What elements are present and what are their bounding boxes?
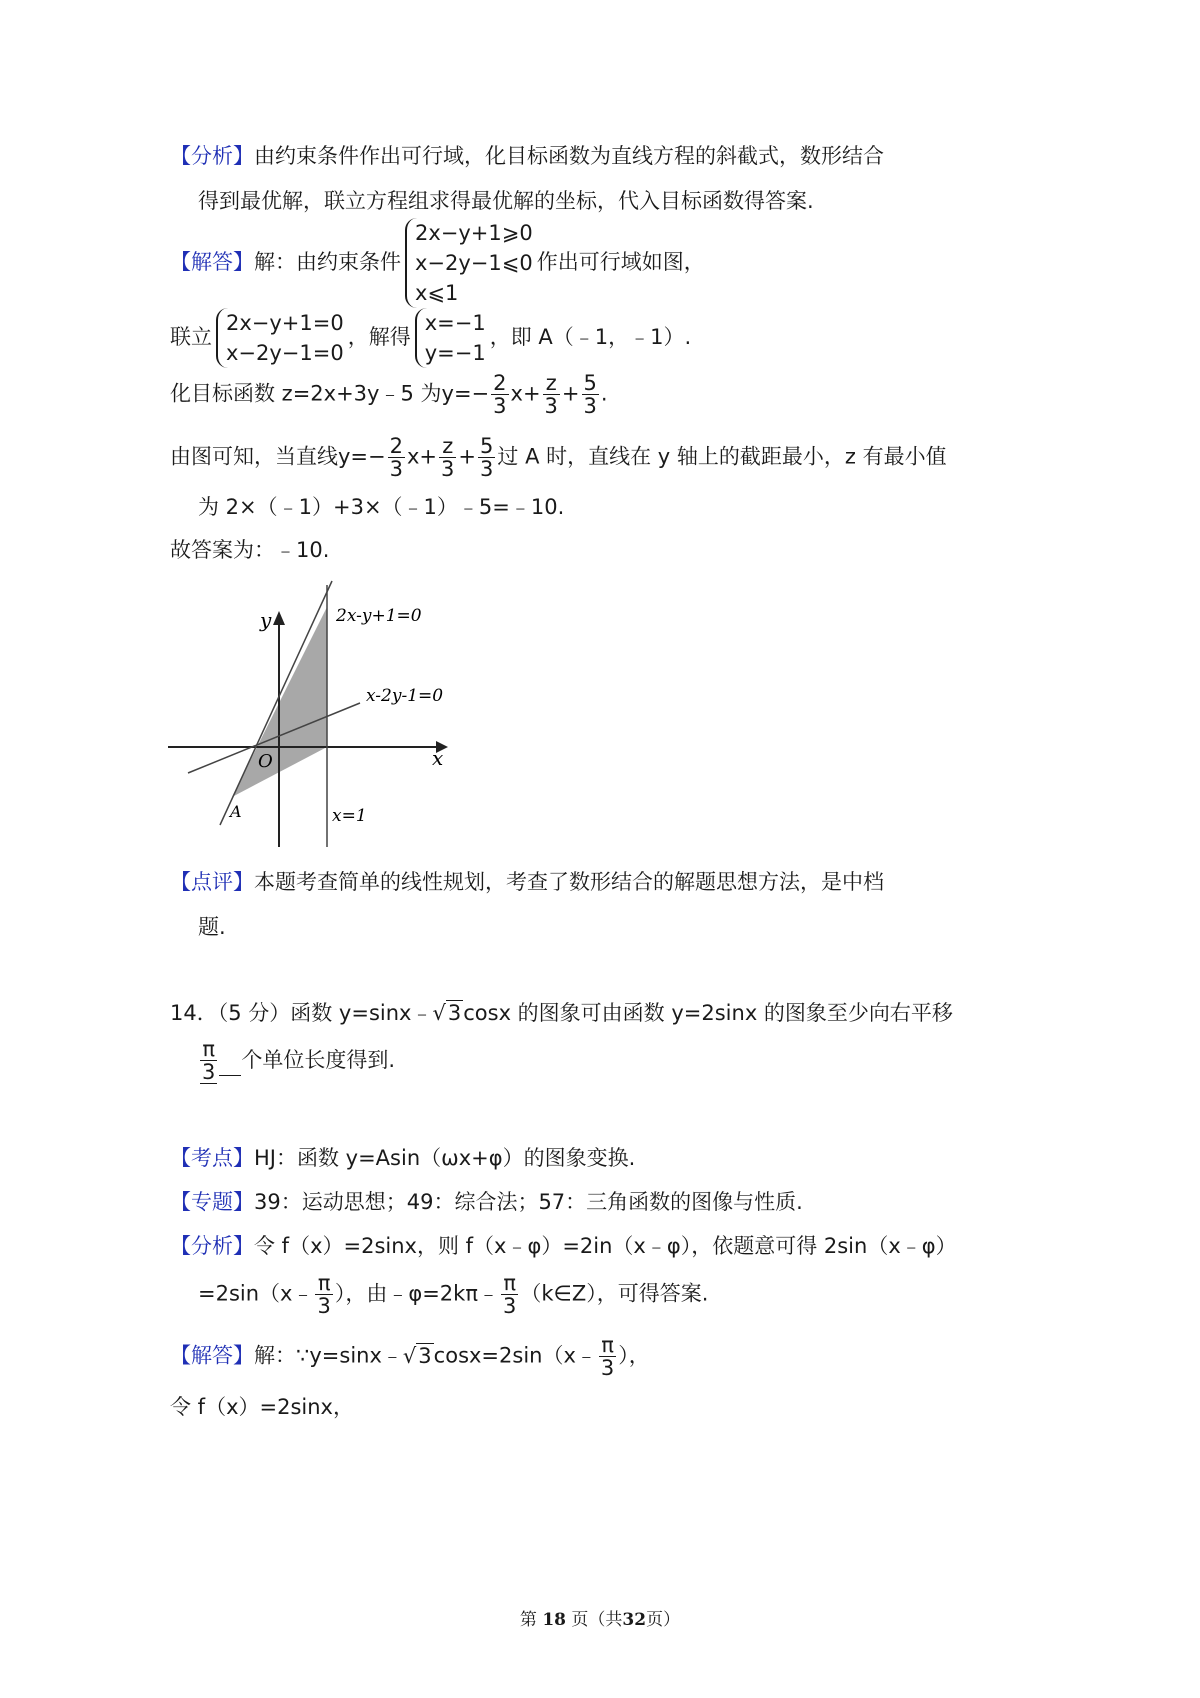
solve-y: y=−1 bbox=[424, 341, 486, 365]
graph-prefix: 由图可知，当直线 bbox=[170, 444, 338, 469]
origin-label: O bbox=[258, 751, 273, 772]
y-axis-label: y bbox=[260, 608, 272, 632]
line2-label: x-2y-1=0 bbox=[366, 686, 444, 706]
y-equals: y=− bbox=[441, 381, 490, 406]
graph-reasoning-line bbox=[170, 435, 947, 480]
line1-label: 2x-y+1=0 bbox=[336, 606, 422, 626]
fraction-z-3-b: $\frac{z}{3}$ bbox=[441, 434, 455, 481]
answer-line: 故答案为：﹣10. bbox=[170, 538, 330, 562]
analysis2-text-a: =2sin（x﹣ bbox=[198, 1281, 314, 1306]
plus-x-2: x+ bbox=[407, 444, 438, 469]
footer-total-pages: 32 bbox=[622, 1610, 647, 1630]
joint-equation-line bbox=[170, 308, 691, 368]
objective-prefix: 化目标函数 z=2x+3y﹣5 为 bbox=[170, 381, 442, 406]
footer-page-number: 18 bbox=[542, 1610, 566, 1630]
comment-line-2: 题. bbox=[198, 915, 226, 939]
plus: + bbox=[561, 381, 580, 406]
page-footer bbox=[0, 1605, 1200, 1630]
analysis2-text-1: 令 f（x）=2sinx，则 f（x﹣φ）=2in（x﹣φ），依题意可得 2sin（x﹣φ） bbox=[254, 1234, 957, 1258]
line3-label: x=1 bbox=[332, 806, 367, 826]
comment-line-1: 本题考查简单的线性规划，考查了数形结合的解题思想方法，是中档 bbox=[254, 870, 884, 894]
constraint-system bbox=[405, 218, 533, 308]
point-a-label: A bbox=[230, 802, 242, 821]
solve-x: x=−1 bbox=[424, 311, 486, 335]
kaodian-line bbox=[170, 1143, 635, 1173]
zhuanti-tag: 【专题】 bbox=[170, 1190, 254, 1214]
footer-pre: 第 bbox=[519, 1610, 537, 1630]
solution2-text-b: cosx=2sin（x﹣ bbox=[433, 1343, 597, 1368]
zhuanti-text: 39：运动思想；49：综合法；57：三角函数的图像与性质. bbox=[254, 1190, 803, 1214]
footer-post: 页） bbox=[646, 1610, 681, 1630]
solution-constraints-line bbox=[170, 218, 705, 308]
analysis2-line-2 bbox=[198, 1272, 708, 1317]
fraction-5-3: $\frac{5}{3}$ bbox=[583, 371, 597, 418]
fraction-z-3: $\frac{z}{3}$ bbox=[544, 371, 558, 418]
min-value-line: 为 2×（﹣1）+3×（﹣1）﹣5=﹣10. bbox=[198, 495, 565, 519]
solution2-last-line: 令 f（x）=2sinx， bbox=[170, 1395, 354, 1419]
solve-label: ，解得 bbox=[347, 325, 411, 349]
constraint-2: x−2y−1⩽0 bbox=[415, 251, 533, 275]
joint-system bbox=[216, 308, 344, 368]
fraction-pi-3-a: $\frac{\pi}{3}$ bbox=[317, 1271, 331, 1318]
plus-x: x+ bbox=[510, 381, 541, 406]
kaodian-tag: 【考点】 bbox=[170, 1146, 254, 1170]
point-a-text: ，即 A（﹣1，﹣1）. bbox=[489, 325, 692, 349]
plus-2: + bbox=[458, 444, 477, 469]
solution-intro: 解：由约束条件 bbox=[254, 250, 401, 274]
answer-fraction-pi-3: $\frac{\pi}{3}$ bbox=[202, 1037, 216, 1084]
analysis-paragraph bbox=[170, 141, 884, 171]
problem-14-prefix: 14．（5 分）函数 y=sinx﹣ bbox=[170, 1001, 433, 1025]
analysis2-text-c: （k∈Z），可得答案. bbox=[520, 1281, 709, 1306]
joint-eq-2: x−2y−1=0 bbox=[226, 341, 344, 365]
analysis2-tag: 【分析】 bbox=[170, 1234, 254, 1258]
solution2-line bbox=[170, 1334, 650, 1379]
problem-14-line-2-suffix: 个单位长度得到. bbox=[241, 1048, 396, 1072]
problem-14-line-2 bbox=[198, 1038, 395, 1084]
sqrt-3: √3 bbox=[432, 1001, 462, 1025]
comment-paragraph bbox=[170, 867, 884, 897]
fraction-2-3-b: $\frac{2}{3}$ bbox=[389, 434, 403, 481]
y-axis-arrow bbox=[273, 611, 285, 625]
y-equals-2: y=− bbox=[338, 444, 386, 469]
period: . bbox=[600, 381, 608, 406]
fraction-5-3-b: $\frac{5}{3}$ bbox=[480, 434, 494, 481]
solution2-text-c: ）， bbox=[618, 1343, 650, 1368]
answer-underline bbox=[219, 1045, 241, 1076]
solution2-text-a: 解：∵y=sinx﹣ bbox=[254, 1343, 403, 1368]
joint-eq-1: 2x−y+1=0 bbox=[226, 311, 344, 335]
constraint-1: 2x−y+1⩾0 bbox=[415, 221, 533, 245]
fraction-2-3: $\frac{2}{3}$ bbox=[493, 371, 507, 418]
comment-tag: 【点评】 bbox=[170, 870, 254, 894]
constraint-3: x⩽1 bbox=[415, 281, 459, 305]
problem-14-suffix: cosx 的图象可由函数 y=2sinx 的图象至少向右平移 bbox=[463, 1001, 953, 1025]
kaodian-text: HJ：函数 y=Asin（ωx+φ）的图象变换. bbox=[254, 1146, 636, 1170]
analysis-line-2: 得到最优解，联立方程组求得最优解的坐标，代入目标函数得答案. bbox=[198, 189, 814, 213]
problem-14-line-1 bbox=[170, 998, 953, 1028]
solution2-tag: 【解答】 bbox=[170, 1343, 254, 1368]
feasible-region-figure bbox=[160, 575, 460, 855]
analysis-line-1: 由约束条件作出可行域，化目标函数为直线方程的斜截式，数形结合 bbox=[254, 144, 884, 168]
sqrt-3-b: √3 bbox=[402, 1343, 432, 1368]
footer-mid: 页（共 bbox=[571, 1610, 623, 1630]
zhuanti-line bbox=[170, 1187, 803, 1217]
solution-after: 作出可行域如图， bbox=[536, 250, 705, 274]
joint-label: 联立 bbox=[170, 325, 212, 349]
analysis2-line-1 bbox=[170, 1231, 957, 1261]
analysis-tag: 【分析】 bbox=[170, 144, 254, 168]
solve-system bbox=[415, 308, 486, 368]
fraction-pi-3-c: $\frac{\pi}{3}$ bbox=[600, 1333, 615, 1380]
solution-tag: 【解答】 bbox=[170, 250, 254, 274]
fraction-pi-3-b: $\frac{\pi}{3}$ bbox=[502, 1271, 517, 1318]
analysis2-text-b: ），由﹣φ=2kπ﹣ bbox=[334, 1281, 499, 1306]
graph-suffix: 过 A 时，直线在 y 轴上的截距最小，z 有最小值 bbox=[497, 444, 947, 469]
x-axis-label: x bbox=[432, 746, 444, 770]
objective-function-line bbox=[170, 372, 608, 417]
